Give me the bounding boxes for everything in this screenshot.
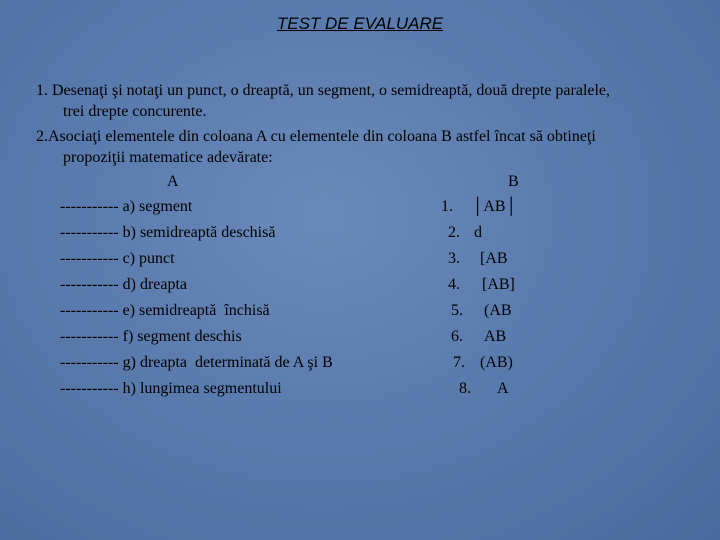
matching-row xyxy=(0,224,720,250)
column-b-item: A xyxy=(497,380,509,397)
column-b-item: [AB] xyxy=(482,276,515,293)
column-b-number: 3. xyxy=(448,250,460,267)
column-b-item: AB xyxy=(484,328,507,345)
exercise-1 xyxy=(36,80,696,122)
column-b-item: (AB) xyxy=(480,354,513,371)
matching-row xyxy=(0,250,720,276)
column-a-item: ----------- c) punct xyxy=(60,250,175,267)
exercise-1-line-1: 1. Desenaţi şi notaţi un punct, o dreaptă, un segment, o semidreaptă, două drepte paralele, xyxy=(36,82,611,99)
column-b-item: │AB│ xyxy=(472,198,517,215)
column-b-item: (AB xyxy=(484,302,512,319)
column-b-number: 4. xyxy=(448,276,460,293)
exercise-1-line-2: trei drepte concurente. xyxy=(63,103,207,120)
column-a-item: ----------- h) lungimea segmentului xyxy=(60,380,282,397)
column-b-number: 5. xyxy=(451,302,463,319)
matching-row xyxy=(0,276,720,302)
column-b-item: d xyxy=(474,224,482,241)
column-b-number: 8. xyxy=(459,380,471,397)
matching-row xyxy=(0,380,720,406)
exercise-2-line-2: propoziţii matematice adevărate: xyxy=(63,149,273,166)
column-a-item: ----------- b) semidreaptă deschisă xyxy=(60,224,276,241)
column-b-number: 2. xyxy=(448,224,460,241)
column-b-number: 1. xyxy=(441,198,453,215)
column-a-item: ----------- a) segment xyxy=(60,198,193,215)
page-title: TEST DE EVALUARE xyxy=(276,14,444,33)
column-b-number: 7. xyxy=(453,354,465,371)
matching-row xyxy=(0,354,720,380)
matching-row xyxy=(0,328,720,354)
column-a-item: ----------- d) dreapta xyxy=(60,276,188,293)
column-a-item: ----------- f) segment deschis xyxy=(60,328,242,345)
column-b-header: B xyxy=(508,173,519,190)
column-b-item: [AB xyxy=(480,250,508,267)
matching-row xyxy=(0,198,720,224)
exercise-2-line-1: 2.Asociaţi elementele din coloana A cu elementele din coloana B astfel încat să obtineţi xyxy=(36,128,596,145)
column-a-item: ----------- e) semidreaptă închisă xyxy=(60,302,270,319)
matching-row xyxy=(0,302,720,328)
exercise-2 xyxy=(36,126,696,168)
column-a-item: ----------- g) dreapta determinată de A şi B xyxy=(60,354,333,371)
column-b-number: 6. xyxy=(451,328,463,345)
column-a-header: A xyxy=(167,173,179,190)
